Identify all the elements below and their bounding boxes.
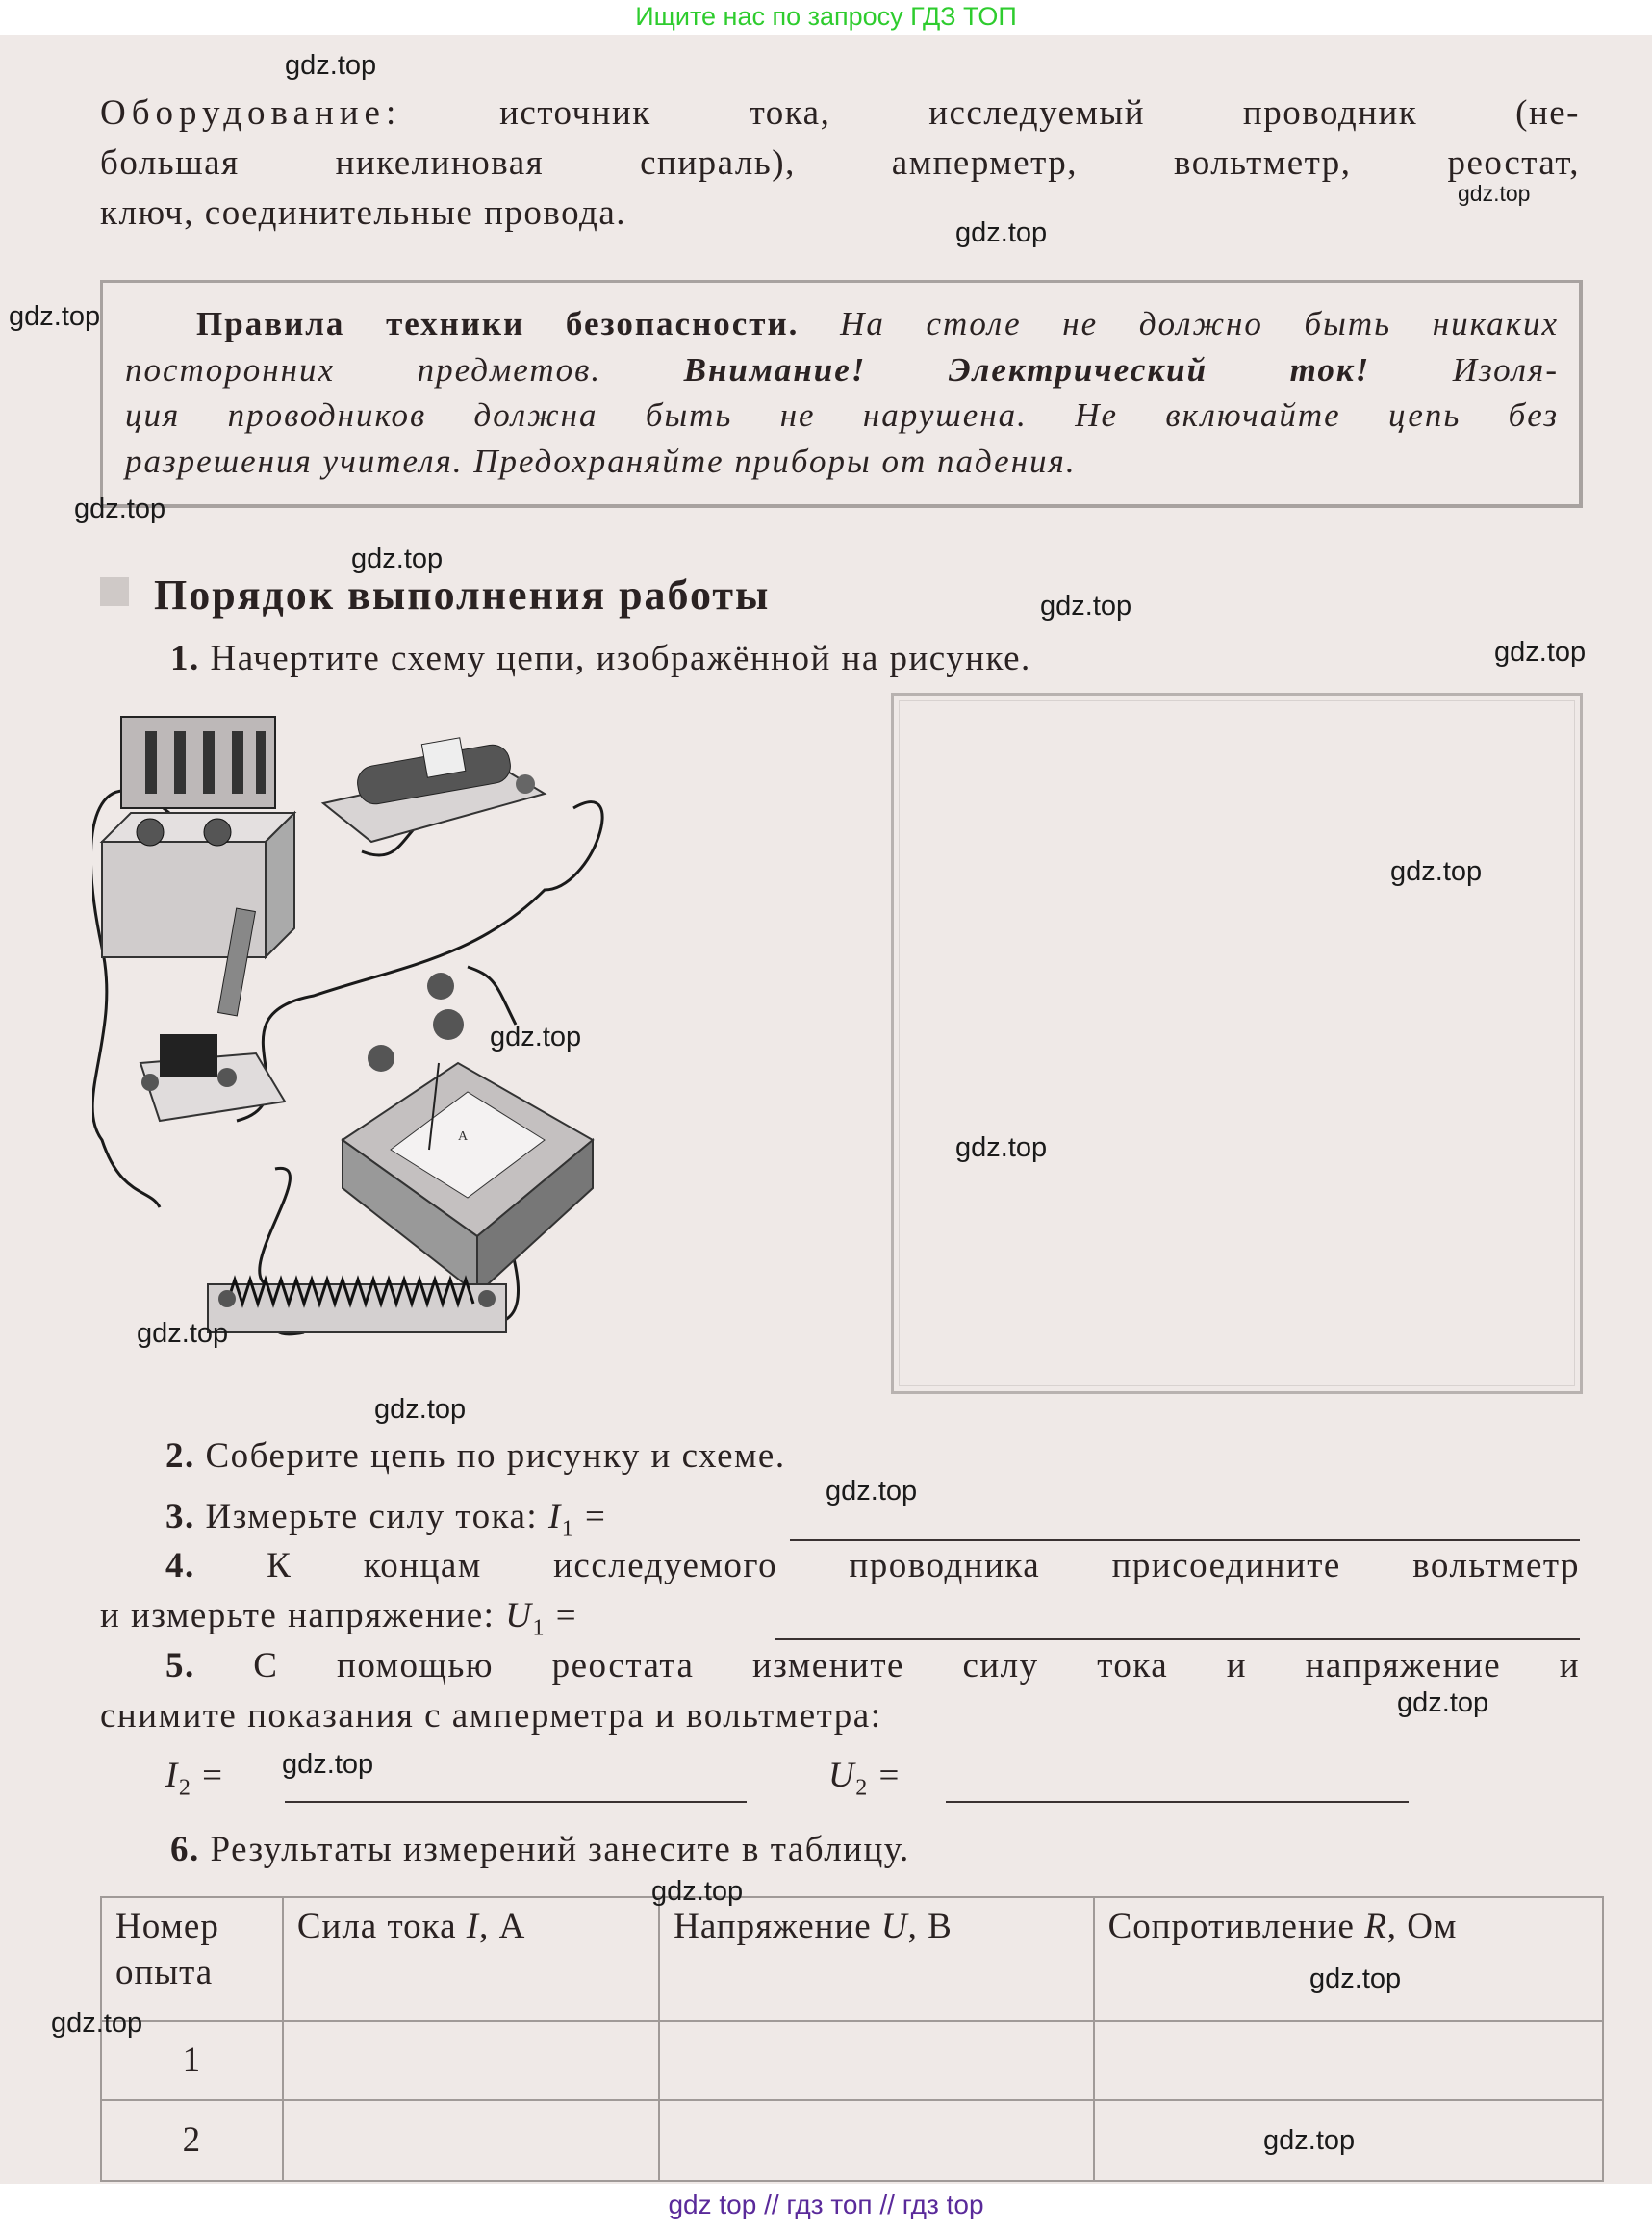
step-number: 3.	[165, 1497, 195, 1536]
step-number: 2.	[165, 1436, 195, 1476]
table-row	[101, 2021, 1603, 2100]
watermark: gdz.top	[955, 1132, 1048, 1163]
table-header-row	[101, 1897, 1603, 2021]
equals: =	[202, 1756, 224, 1795]
cell-current[interactable]	[283, 2021, 659, 2100]
step-2	[165, 1435, 1512, 1478]
equipment-line-3: ключ, соединительные провода.	[100, 193, 627, 233]
step-text: и измерьте напряжение:	[100, 1596, 496, 1635]
watermark: gdz.top	[826, 1476, 918, 1507]
wire	[468, 967, 516, 1025]
variable: I	[466, 1907, 480, 1946]
watermark: gdz.top	[1390, 856, 1483, 887]
schematic-drawing-area[interactable]	[891, 693, 1583, 1394]
step-text: Начертите схему цепи, изображённой на рисунке.	[210, 639, 1031, 678]
subscript: 2	[178, 1775, 192, 1801]
watermark: gdz.top	[351, 544, 444, 574]
watermark: gdz.top	[1458, 181, 1531, 206]
variable: U	[880, 1907, 908, 1946]
unit: , Ом	[1386, 1907, 1458, 1946]
step-1	[170, 638, 1421, 680]
header-text: Номер	[115, 1907, 219, 1946]
variable: R	[1364, 1907, 1387, 1946]
step-text: Соберите цепь по рисунку и схеме.	[205, 1436, 786, 1476]
header-text: опыта	[115, 1953, 214, 1992]
cell-resistance[interactable]	[1094, 2021, 1603, 2100]
step-text: Результаты измерений занесите в таблицу.	[210, 1830, 910, 1869]
step-6	[170, 1829, 1421, 1871]
unit: , А	[479, 1907, 526, 1946]
watermark: gdz.top	[282, 1749, 374, 1780]
unit: , В	[907, 1907, 953, 1946]
meter-label: A	[458, 1129, 469, 1144]
watermark: gdz.top	[1494, 637, 1587, 668]
step-text: Измерьте силу тока:	[205, 1497, 539, 1536]
step-number: 6.	[170, 1830, 200, 1869]
safety-line-2	[125, 350, 1559, 391]
safety-warning: Внимание! Электрический ток!	[683, 351, 1371, 389]
bottom-banner[interactable]: gdz top // гдз топ // гдз top	[0, 2184, 1652, 2230]
watermark: gdz.top	[1263, 2125, 1356, 2156]
step-number: 4.	[165, 1546, 195, 1585]
safety-text: Изоля-	[1452, 351, 1559, 389]
step-text: К концам исследуемого проводника присоедините вольтметр	[267, 1546, 1580, 1585]
step-number: 5.	[165, 1646, 195, 1685]
equipment-label: Оборудование:	[100, 93, 402, 133]
header-experiment-number	[101, 1897, 283, 2021]
subscript: 2	[855, 1775, 869, 1801]
watermark: gdz.top	[74, 494, 166, 524]
subscript: 1	[532, 1615, 546, 1641]
equipment-line-2: большая никелиновая спираль), амперметр, вольтметр, реостат,	[100, 143, 1580, 183]
rheostat	[323, 738, 545, 842]
header-text: Сила тока	[296, 1907, 467, 1946]
subscript: 1	[561, 1516, 575, 1542]
equipment-text: источник тока, исследуемый проводник (не-	[499, 93, 1580, 133]
safety-text: посторонних предметов.	[125, 351, 602, 389]
voltage-1-answer-line[interactable]	[775, 1638, 1580, 1640]
watermark: gdz.top	[1040, 591, 1132, 621]
step-3	[165, 1496, 781, 1550]
header-resistance	[1094, 1897, 1603, 2021]
equipment-line-1	[100, 92, 1580, 135]
step-number: 1.	[170, 639, 200, 678]
results-table	[100, 1896, 1604, 2182]
watermark: gdz.top	[955, 217, 1048, 248]
watermark: gdz.top	[1397, 1687, 1489, 1718]
nickel-spiral	[208, 1280, 506, 1332]
current-2-answer-line[interactable]	[285, 1801, 747, 1803]
step-5-line-2: снимите показания с амперметра и вольтметра:	[100, 1696, 882, 1736]
cell-number: 1	[101, 2021, 283, 2100]
header-text: Напряжение	[674, 1907, 881, 1946]
voltage-2-answer-line[interactable]	[946, 1801, 1409, 1803]
cell-number: 2	[101, 2100, 283, 2181]
current-1-answer-line[interactable]	[790, 1539, 1580, 1541]
step-4-line-2	[100, 1595, 774, 1649]
power-supply	[102, 717, 294, 957]
safety-title: Правила техники безопасности.	[196, 305, 800, 342]
watermark: gdz.top	[137, 1318, 229, 1349]
step-4-line-1	[165, 1545, 1580, 1587]
watermark: gdz.top	[1309, 1964, 1402, 1994]
step-text: С помощью реостата измените силу тока и напряжение и	[253, 1646, 1581, 1685]
cell-voltage[interactable]	[659, 2021, 1093, 2100]
variable: U	[505, 1596, 533, 1635]
cell-current[interactable]	[283, 2100, 659, 2181]
section-heading: Порядок выполнения работы	[154, 571, 771, 619]
watermark: gdz.top	[374, 1394, 467, 1425]
watermark: gdz.top	[51, 2008, 143, 2039]
top-banner[interactable]: Ищите нас по запросу ГДЗ ТОП	[0, 0, 1652, 35]
watermark: gdz.top	[490, 1022, 582, 1052]
step-5-line-1	[165, 1645, 1580, 1687]
voltage-2-label	[828, 1755, 944, 1809]
equals: =	[585, 1497, 607, 1536]
safety-line-3: ция проводников должна быть не нарушена. Не включайте цепь без	[125, 396, 1559, 434]
variable: I	[165, 1756, 179, 1795]
equals: =	[878, 1756, 901, 1795]
header-text: Сопротивление	[1107, 1907, 1365, 1946]
table-row	[101, 2100, 1603, 2181]
safety-line-4: разрешения учителя. Предохраняйте приборы от падения.	[125, 443, 1077, 480]
watermark: gdz.top	[9, 301, 101, 332]
cell-voltage[interactable]	[659, 2100, 1093, 2181]
header-voltage	[659, 1897, 1093, 2021]
watermark: gdz.top	[285, 50, 377, 81]
safety-text: На столе не должно быть никаких	[840, 305, 1560, 342]
heading-marker	[100, 577, 129, 606]
variable: U	[828, 1756, 856, 1795]
header-current	[283, 1897, 659, 2021]
watermark: gdz.top	[651, 1876, 744, 1907]
safety-line-1	[196, 304, 1559, 344]
equals: =	[555, 1596, 578, 1635]
current-2-label	[165, 1755, 281, 1809]
variable: I	[547, 1497, 562, 1536]
